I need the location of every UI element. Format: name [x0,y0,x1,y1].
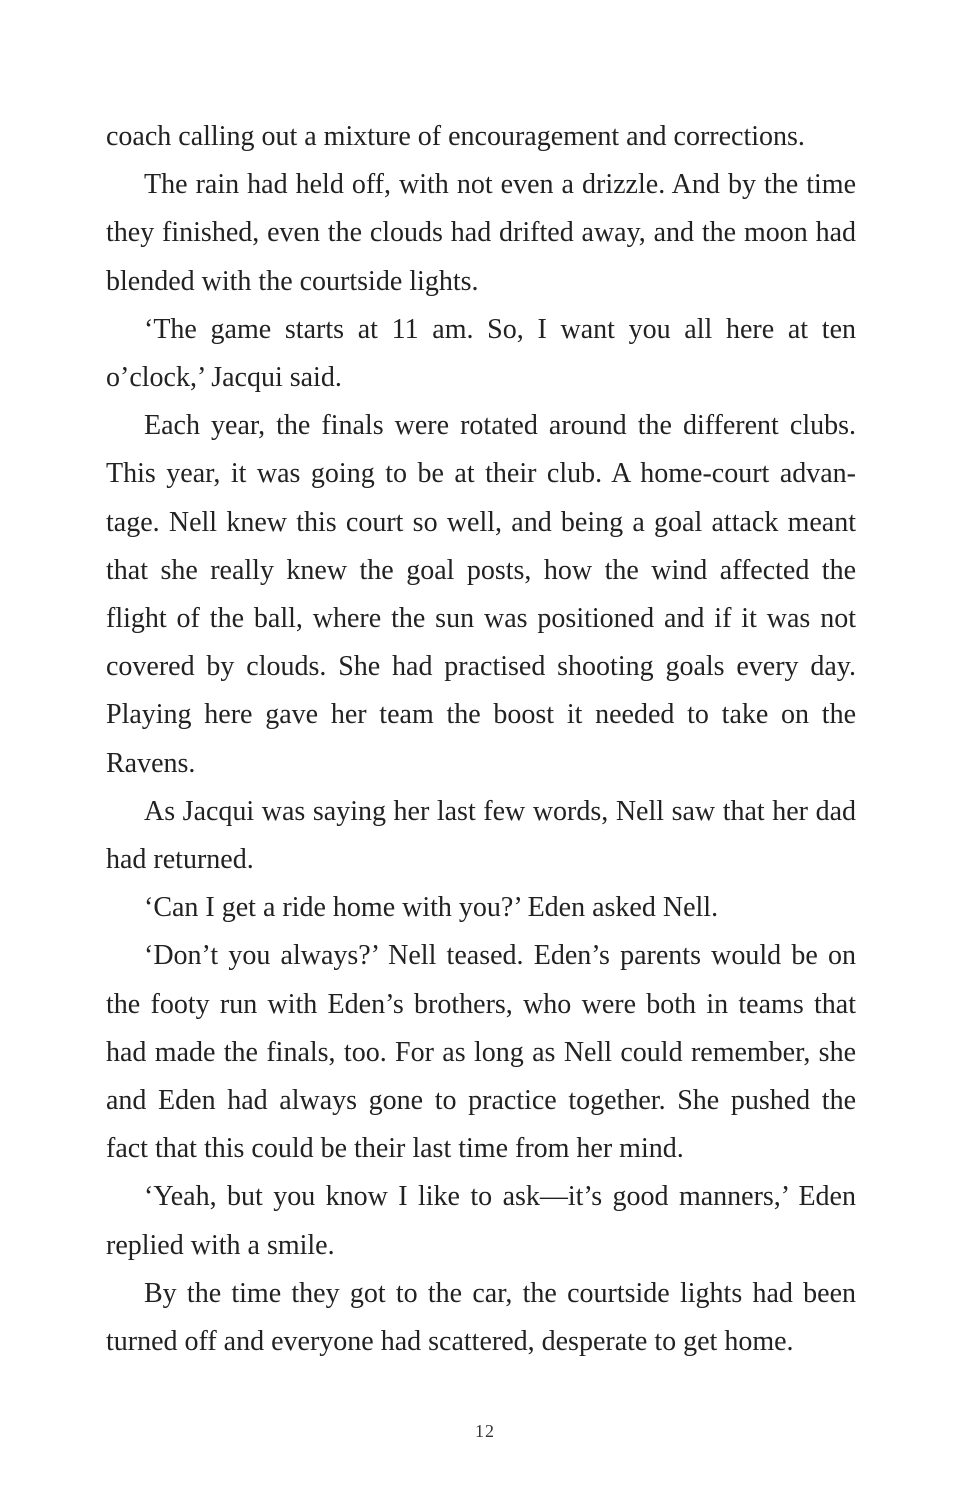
paragraph-continued: coach calling out a mixture of encouragement and corrections. [106,121,805,152]
paragraph: By the time they got to the car, the courtside lights had been turned off and everyone had scattered, desperate to get home. [106,1277,856,1358]
paragraph: ‘Can I get a ride home with you?’ Eden asked Nell. [144,892,719,924]
paragraph: Each year, the finals were rotated around the different clubs. This year, it was going to be at their club. A home-court advantage. Nell knew this court so well, and being a goal attack meant that she really knew the goal posts, how the wind affected the flight of the ball, where the sun was positioned and if it was not covered by clouds. She had practised shooting goals every day. Playing here gave her team the boost it needed to take on the Ravens. [106,410,856,779]
paragraph: ‘Don’t you always?’ Nell teased. Eden’s parents would be on the footy run with Eden’s brothers, who were both in teams that had made the finals, too. For as long as Nell could remember, she and Eden had always gone to practice together. She pushed the fact that this could be their last time from her mind. [106,940,856,1165]
paragraph: ‘The game starts at 11 am. So, I want you all here at ten o’clock,’ Jacqui said. [106,313,856,394]
paragraph: ‘Yeah, but you know I like to ask—it’s good manners,’ Eden replied with a smile. [106,1181,856,1261]
page-number: 12 [475,1421,495,1441]
paragraph: The rain had held off, with not even a drizzle. And by the time they finished, even the clouds had drifted away, and the moon had blended with the courtside lights. [106,169,856,297]
page-body [106,113,856,1366]
paragraph: As Jacqui was saying her last few words, Nell saw that her dad had returned. [106,795,856,876]
